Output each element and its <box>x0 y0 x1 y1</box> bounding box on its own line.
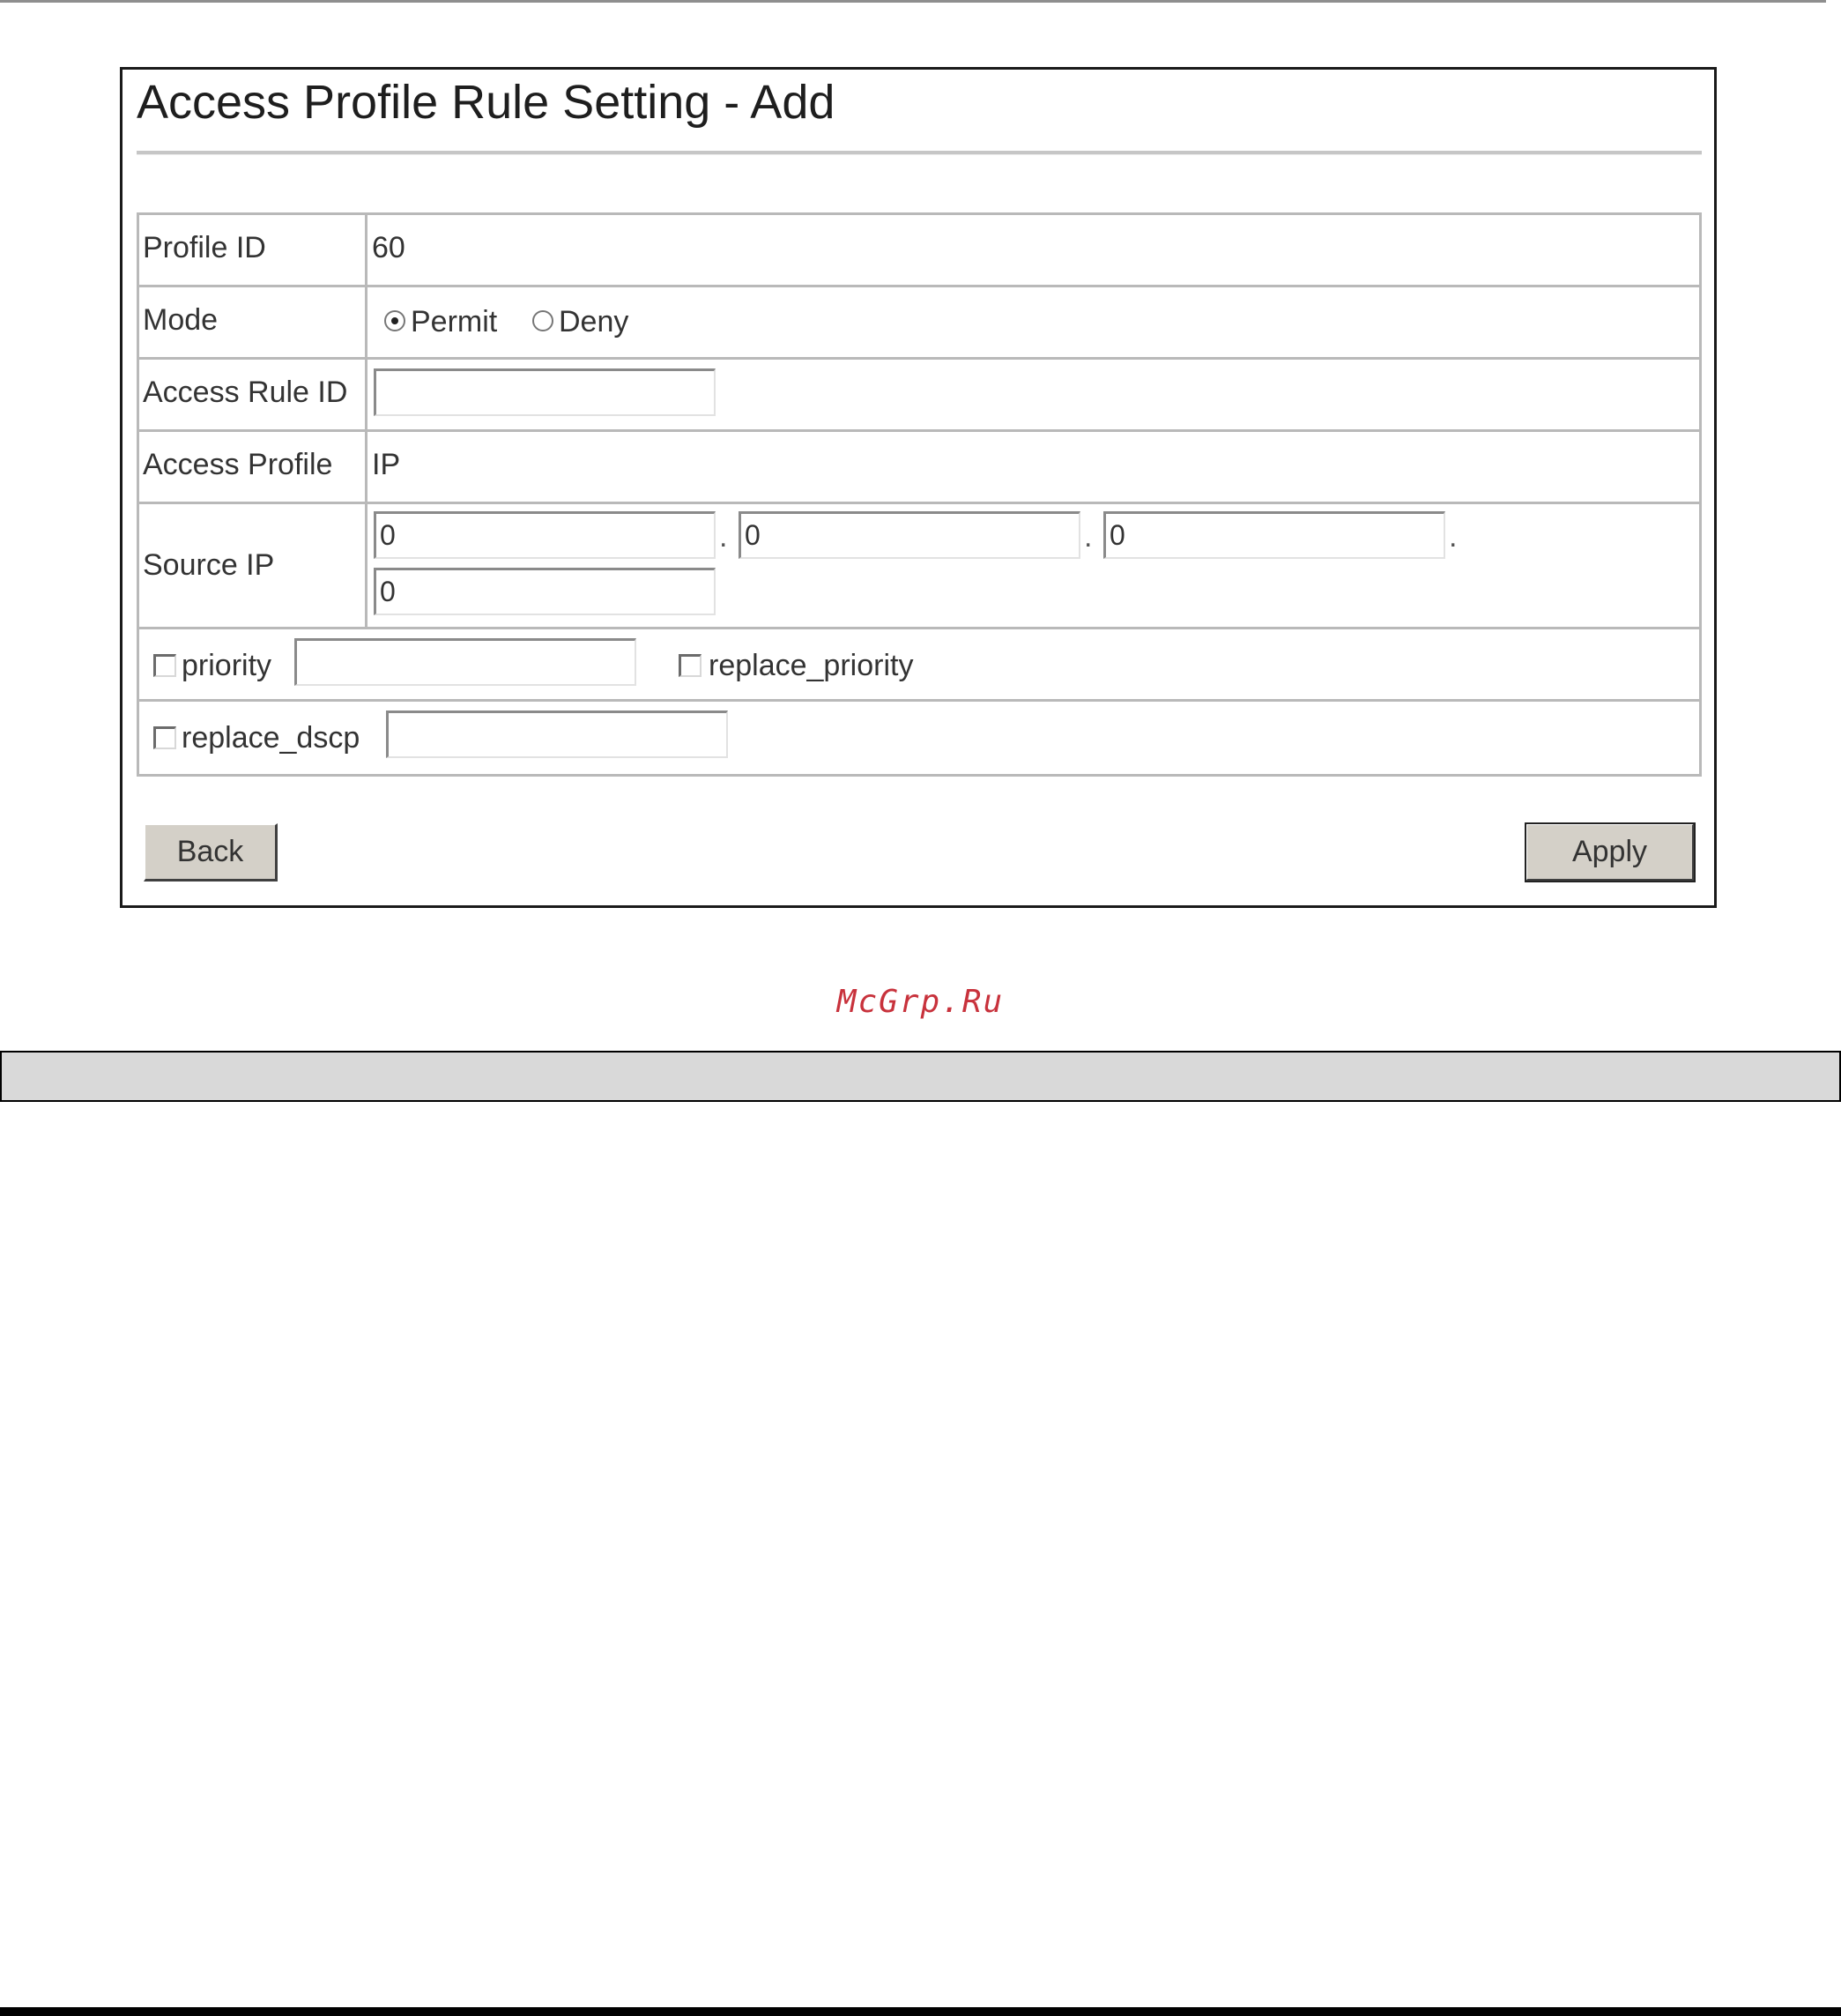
access-profile-value-cell <box>370 432 1699 502</box>
ip-separator-dot: . <box>719 520 728 554</box>
page-title: Access Profile Rule Setting - Add <box>137 76 835 129</box>
priority-checkbox[interactable] <box>153 654 176 677</box>
title-divider <box>137 151 1702 155</box>
ip-separator-dot: . <box>1449 520 1458 554</box>
apply-button[interactable]: Apply <box>1526 823 1695 882</box>
mode-label: Mode <box>143 303 219 337</box>
access-rule-id-value-cell <box>370 360 1699 429</box>
row-source-ip <box>139 504 1699 629</box>
priority-label: priority <box>182 649 272 682</box>
access-rule-id-label-cell <box>139 360 367 429</box>
source-ip-value-cell <box>370 504 1699 627</box>
profile-id-value-cell <box>370 215 1699 285</box>
permit-radio[interactable] <box>384 310 405 331</box>
access-profile-label: Access Profile <box>143 448 333 481</box>
row-access-rule-id <box>139 360 1699 432</box>
source-ip-octet-1-input[interactable]: 0 <box>374 511 716 559</box>
replace-priority-checkbox[interactable] <box>679 654 702 677</box>
mode-label-cell <box>139 287 367 357</box>
priority-input[interactable] <box>294 638 636 686</box>
replace-dscp-checkbox[interactable] <box>153 726 176 749</box>
source-ip-label: Source IP <box>143 548 275 582</box>
top-rule <box>0 0 1826 3</box>
source-ip-octet-2-input[interactable]: 0 <box>739 511 1080 559</box>
access-rule-id-label: Access Rule ID <box>143 376 348 409</box>
ip-separator-dot: . <box>1084 520 1093 554</box>
permit-radio-label[interactable]: Permit <box>411 305 498 338</box>
access-rule-id-input[interactable] <box>374 368 716 416</box>
replace-dscp-label: replace_dscp <box>182 721 360 755</box>
source-ip-octet-4-input[interactable]: 0 <box>374 568 716 615</box>
replace-priority-label: replace_priority <box>709 649 914 682</box>
watermark: McGrp.Ru <box>836 984 1005 1020</box>
source-ip-octet-3-input[interactable]: 0 <box>1103 511 1445 559</box>
profile-id-label: Profile ID <box>143 231 266 264</box>
profile-id-value: 60 <box>372 231 405 264</box>
row-priority <box>139 629 1699 702</box>
access-profile-label-cell <box>139 432 367 502</box>
replace-dscp-input[interactable] <box>386 710 728 758</box>
access-profile-value: IP <box>372 448 401 481</box>
deny-radio[interactable] <box>532 310 553 331</box>
row-access-profile <box>139 432 1699 504</box>
back-button[interactable]: Back <box>144 823 278 882</box>
deny-radio-label[interactable]: Deny <box>559 305 629 338</box>
source-ip-label-cell <box>139 504 367 627</box>
mode-value-cell <box>370 287 1699 357</box>
access-profile-rule-panel <box>120 67 1717 908</box>
row-mode <box>139 287 1699 360</box>
row-replace-dscp <box>139 702 1699 774</box>
profile-id-label-cell <box>139 215 367 285</box>
footer-bar <box>0 1051 1841 1102</box>
row-profile-id <box>139 215 1699 287</box>
rule-form-table <box>137 212 1702 777</box>
bottom-rule <box>0 2007 1841 2016</box>
